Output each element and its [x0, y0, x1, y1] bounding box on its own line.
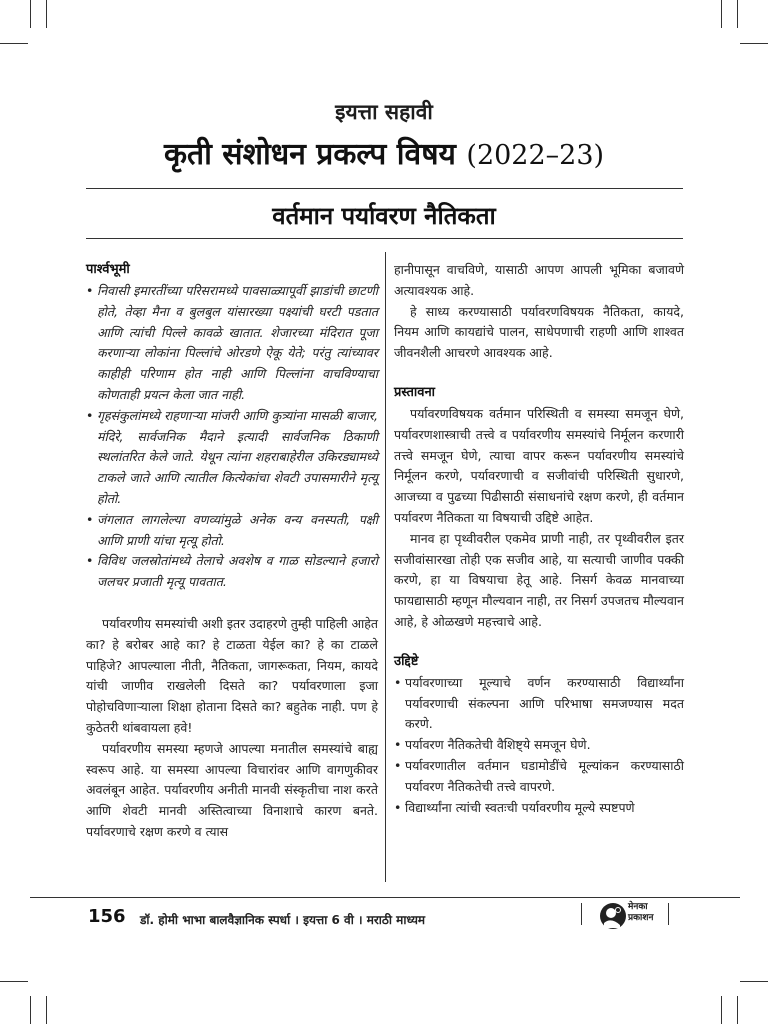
objective-bullet: • पर्यावरणाच्या मूल्याचे वर्णन करण्यासाठी विद्यार्थ्यांना पर्यावरणाची संकल्पना आणि परिभाषा समजण्यास मदत करणे. — [394, 673, 684, 735]
introduction-heading: प्रस्तावना — [394, 384, 436, 400]
subtitle-divider — [86, 238, 683, 239]
crop-mark — [0, 981, 28, 982]
crop-mark — [30, 0, 31, 28]
objectives-heading: उद्दिष्टे — [394, 653, 419, 669]
left-column — [86, 260, 378, 843]
crop-mark — [740, 43, 768, 44]
footer-tick — [581, 903, 582, 925]
background-bullet: • गृहसंकुलांमध्ये राहणाऱ्या मांजरी आणि कुत्र्यांना मासळी बाजार, मंदिरे, सार्वजनिक मैदाने इत्यादी सार्वजनिक ठिकाणी स्थलांतरित केले जाते. येथून त्यांना शहराबाहेरील उकिरड्यामध्ये टाकले जाते आणि त्यातील कित्येकांचा शेवटी उपासमारीने मृत्यू होतो. — [86, 406, 378, 510]
body-paragraph: पर्यावरणीय समस्या म्हणजे आपल्या मनातील समस्यांचे बाह्य स्वरूप आहे. या समस्या आपल्या विचारांवर आणि वागणुकीवर अवलंबून आहेत. पर्यावरणीय अनीती मानवी संस्कृतीचा नाश करते आणि शेवटी मानवी अस्तित्वाच्या विनाशाचे कारण बनते. पर्यावरणाचे रक्षण करणे व त्यास — [86, 740, 378, 839]
title-main: कृती संशोधन प्रकल्प विषय — [163, 137, 456, 172]
page-footer — [88, 902, 688, 929]
body-paragraph: मानव हा पृथ्वीवरील एकमेव प्राणी नाही, तर पृथ्वीवरील इतर सजीवांसारखा तोही एक सजीव आहे, या सत्याची जाणीव पक्की करणे, हा या विषयाचा हेतू आहे. निसर्ग केवळ मानवाच्या फायद्यासाठी म्हणून मौल्यवान नाही, तर निसर्ग उपजतच मौल्यवान आहे, हे ओळखणे महत्त्वाचे आहे. — [394, 530, 684, 629]
crop-mark — [737, 0, 738, 28]
footer-text: डॉ. होमी भाभा बालवैज्ञानिक स्पर्धा । इयत्ता 6 वी । मराठी माध्यम — [140, 913, 426, 927]
page-title — [0, 132, 768, 173]
footer-tick — [668, 903, 669, 925]
body-paragraph: पर्यावरणविषयक वर्तमान परिस्थिती व समस्या समजून घेणे, पर्यावरणशास्त्राची तत्त्वे व पर्यावरणीय समस्यांचे निर्मूलन करणारी तत्त्वे समजून घेणे, त्याचा वापर करून पर्यावरणीय समस्यांचे निर्मूलन करणे, पर्यावरणाची व सजीवांची परिस्थिती सुधारणे, आजच्या व पुढच्या पिढीसाठी संसाधनांचे रक्षण करणे, ही वर्तमान पर्यावरण नैतिकता या विषयाची उद्दिष्टे आहेत. — [394, 405, 684, 525]
background-bullet: • विविध जलस्रोतांमध्ये तेलाचे अवशेष व गाळ सोडल्याने हजारो जलचर प्रजाती मृत्यू पावतात. — [86, 551, 378, 593]
body-paragraph: हानीपासून वाचविणे, यासाठी आपण आपली भूमिका बजावणे अत्यावश्यक आहे. — [394, 262, 684, 298]
background-bullet: • निवासी इमारतींच्या परिसरामध्ये पावसाळ्यापूर्वी झाडांची छाटणी होते, तेव्हा मैना व बुलबुल यांसारख्या पक्ष्यांची घरटी पडतात आणि त्यांची पिल्ले कावळे खातात. शेजारच्या मंदिरात पूजा करणाऱ्या लोकांना पिल्लांचे ओरडणे ऐकू येते; परंतु त्यांच्यावर काहीही परिणाम होत नाही आणि पिल्लांना वाचविण्याचा कोणताही प्रयत्न केला जात नाही. — [86, 281, 378, 406]
crop-mark — [721, 996, 722, 1024]
body-paragraph: पर्यावरणीय समस्यांची अशी इतर उदाहरणे तुम्ही पाहिली आहेत का? हे बरोबर आहे का? हे टाळता येईल का? हे का टाळले पाहिजे? आपल्याला नीती, नैतिकता, जागरूकता, नियम, कायदे यांची जाणीव राखलेली दिसते का? पर्यावरणाला इजा पोहोचविणाऱ्याला शिक्षा होताना दिसते का? बहुतेक नाही. पण हे कुठेतरी थांबवायला हवे! — [86, 615, 378, 735]
crop-mark — [0, 43, 28, 44]
crop-mark — [46, 0, 47, 28]
page-number: 156 — [88, 906, 126, 927]
background-bullet: • जंगलात लागलेल्या वणव्यांमुळे अनेक वन्य वनस्पती, पक्षी आणि प्राणी यांचा मृत्यू होतो. — [86, 510, 378, 552]
objective-bullet: • पर्यावरणातील वर्तमान घडामोडींचे मूल्यांकन करण्यासाठी पर्यावरण नैतिकतेची तत्त्वे वापरणे. — [394, 756, 684, 798]
objective-bullet: • विद्यार्थ्यांना त्यांची स्वतःची पर्यावरणीय मूल्ये स्पष्टपणे — [394, 798, 684, 819]
right-column — [394, 260, 684, 818]
crop-mark — [737, 996, 738, 1024]
title-year: (2022–23) — [466, 140, 605, 171]
publisher-name — [628, 902, 653, 924]
publisher-line: मेनका — [628, 902, 648, 912]
crop-mark — [30, 996, 31, 1024]
subtitle: वर्तमान पर्यावरण नैतिकता — [272, 202, 496, 230]
crop-mark — [740, 981, 768, 982]
grade-label: इयत्ता सहावी — [335, 100, 433, 124]
background-heading: पार्श्वभूमी — [86, 262, 130, 277]
crop-mark — [46, 996, 47, 1024]
objective-bullet: • पर्यावरण नैतिकतेची वैशिष्ट्ये समजून घेणे. — [394, 735, 684, 756]
footer-rule — [30, 897, 740, 898]
publisher-line: प्रकाशन — [628, 913, 654, 923]
column-divider — [385, 252, 386, 882]
crop-mark — [721, 0, 722, 28]
menaka-logo-icon — [598, 901, 628, 931]
body-paragraph: हे साध्य करण्यासाठी पर्यावरणविषयक नैतिकता, कायदे, नियम आणि कायद्यांचे पालन, साधेपणाची राहणी आणि शाश्वत जीवनशैली आचरणे आवश्यक आहे. — [394, 303, 684, 361]
title-divider — [86, 188, 683, 189]
